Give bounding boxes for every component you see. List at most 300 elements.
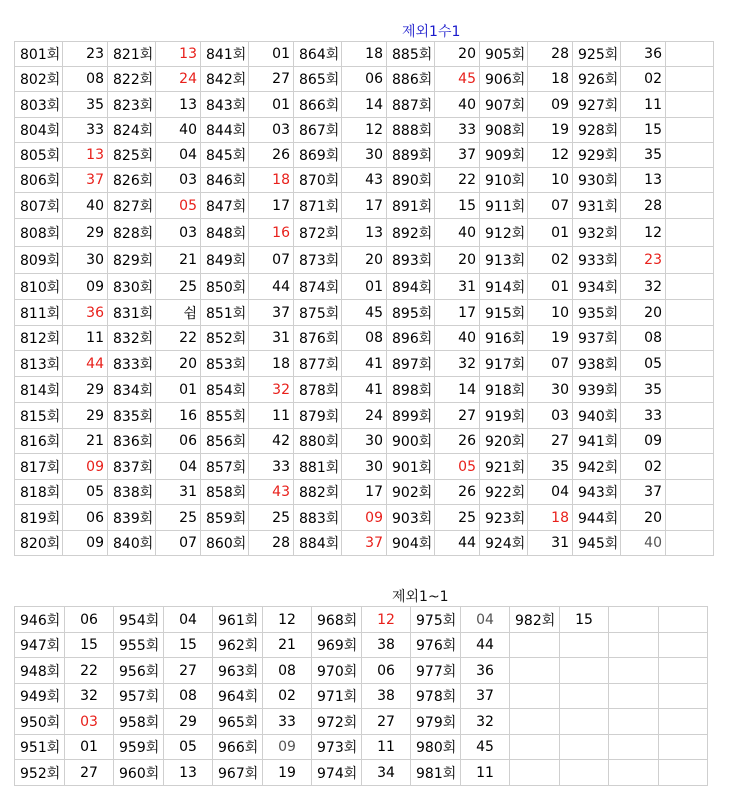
draw-number-cell: 915회 <box>480 300 528 326</box>
value-cell: 37 <box>435 143 480 168</box>
draw-number-cell: 957회 <box>114 684 164 709</box>
draw-number-cell: 854회 <box>201 377 249 403</box>
draw-number-cell: 956회 <box>114 658 164 684</box>
value-cell: 05 <box>156 193 201 219</box>
draw-number-cell: 872회 <box>294 219 342 247</box>
draw-number-cell: 920회 <box>480 429 528 454</box>
draw-number-cell: 827회 <box>108 193 156 219</box>
value-cell: 40 <box>621 531 666 556</box>
draw-number-cell: 899회 <box>387 403 435 429</box>
value-cell: 06 <box>362 658 411 684</box>
empty-cell <box>609 633 659 658</box>
value-cell: 15 <box>621 118 666 143</box>
draw-number-cell: 897회 <box>387 351 435 377</box>
value-cell: 25 <box>156 274 201 300</box>
value-cell: 37 <box>63 168 108 193</box>
draw-number-cell <box>510 684 560 709</box>
value-cell: 25 <box>249 505 294 531</box>
value-cell: 33 <box>63 118 108 143</box>
draw-number-cell: 909회 <box>480 143 528 168</box>
draw-number-cell: 892회 <box>387 219 435 247</box>
draw-number-cell: 815회 <box>15 403 63 429</box>
draw-number-cell: 856회 <box>201 429 249 454</box>
table-row <box>15 684 708 709</box>
value-cell: 02 <box>263 684 312 709</box>
value-cell: 02 <box>621 67 666 92</box>
value-cell: 07 <box>528 351 573 377</box>
draw-number-cell: 934회 <box>573 274 621 300</box>
draw-number-cell: 946회 <box>15 607 65 633</box>
empty-cell <box>666 403 714 429</box>
table-row <box>15 326 714 351</box>
value-cell: 44 <box>249 274 294 300</box>
draw-number-cell: 891회 <box>387 193 435 219</box>
value-cell: 01 <box>156 377 201 403</box>
empty-cell <box>659 607 708 633</box>
value-cell: 10 <box>528 168 573 193</box>
empty-cell <box>666 247 714 274</box>
value-cell: 23 <box>63 42 108 67</box>
value-cell: 05 <box>164 735 213 760</box>
value-cell: 01 <box>65 735 114 760</box>
draw-number-cell: 883회 <box>294 505 342 531</box>
value-cell: 09 <box>528 92 573 118</box>
value-cell: 09 <box>63 531 108 556</box>
value-cell: 03 <box>156 168 201 193</box>
draw-number-cell: 808회 <box>15 219 63 247</box>
value-cell: 26 <box>435 480 480 505</box>
draw-number-cell: 927회 <box>573 92 621 118</box>
value-cell: 11 <box>249 403 294 429</box>
value-cell <box>560 735 609 760</box>
draw-number-cell: 939회 <box>573 377 621 403</box>
draw-number-cell: 886회 <box>387 67 435 92</box>
draw-number-cell: 805회 <box>15 143 63 168</box>
draw-number-cell: 843회 <box>201 92 249 118</box>
value-cell: 29 <box>63 219 108 247</box>
value-cell: 19 <box>528 326 573 351</box>
value-cell: 12 <box>528 143 573 168</box>
draw-number-cell: 975회 <box>411 607 461 633</box>
table2-title: 제외1~1 <box>392 589 449 605</box>
draw-number-cell <box>510 709 560 735</box>
empty-cell <box>666 42 714 67</box>
draw-number-cell: 966회 <box>213 735 263 760</box>
value-cell: 29 <box>164 709 213 735</box>
draw-number-cell: 817회 <box>15 454 63 480</box>
empty-cell <box>666 377 714 403</box>
value-cell: 13 <box>342 219 387 247</box>
value-cell: 14 <box>342 92 387 118</box>
draw-number-cell: 942회 <box>573 454 621 480</box>
value-cell: 20 <box>435 247 480 274</box>
value-cell: 36 <box>461 658 510 684</box>
draw-number-cell: 880회 <box>294 429 342 454</box>
value-cell: 03 <box>65 709 114 735</box>
draw-number-cell: 974회 <box>312 760 362 786</box>
draw-number-cell: 842회 <box>201 67 249 92</box>
draw-number-cell: 802회 <box>15 67 63 92</box>
value-cell: 16 <box>156 403 201 429</box>
empty-cell <box>609 684 659 709</box>
draw-number-cell: 822회 <box>108 67 156 92</box>
draw-number-cell: 882회 <box>294 480 342 505</box>
draw-number-cell: 804회 <box>15 118 63 143</box>
value-cell: 05 <box>63 480 108 505</box>
value-cell: 19 <box>528 118 573 143</box>
table-row <box>15 735 708 760</box>
value-cell: 13 <box>164 760 213 786</box>
draw-number-cell: 913회 <box>480 247 528 274</box>
value-cell: 08 <box>342 326 387 351</box>
table-row <box>15 274 714 300</box>
value-cell: 11 <box>621 92 666 118</box>
draw-number-cell: 947회 <box>15 633 65 658</box>
draw-number-cell: 918회 <box>480 377 528 403</box>
value-cell: 44 <box>63 351 108 377</box>
draw-number-cell: 962회 <box>213 633 263 658</box>
draw-number-cell: 905회 <box>480 42 528 67</box>
value-cell: 31 <box>435 274 480 300</box>
value-cell: 27 <box>164 658 213 684</box>
value-cell: 17 <box>342 480 387 505</box>
draw-number-cell: 904회 <box>387 531 435 556</box>
draw-number-cell: 829회 <box>108 247 156 274</box>
value-cell: 01 <box>528 274 573 300</box>
value-cell: 29 <box>63 377 108 403</box>
draw-number-cell: 924회 <box>480 531 528 556</box>
value-cell: 34 <box>362 760 411 786</box>
empty-cell <box>666 480 714 505</box>
value-cell: 26 <box>249 143 294 168</box>
draw-number-cell: 834회 <box>108 377 156 403</box>
value-cell: 44 <box>461 633 510 658</box>
draw-number-cell: 929회 <box>573 143 621 168</box>
value-cell: 41 <box>342 377 387 403</box>
value-cell: 20 <box>435 42 480 67</box>
empty-cell <box>666 67 714 92</box>
draw-number-cell: 978회 <box>411 684 461 709</box>
value-cell: 12 <box>362 607 411 633</box>
value-cell: 13 <box>156 42 201 67</box>
value-cell: 17 <box>342 193 387 219</box>
empty-cell <box>666 429 714 454</box>
value-cell: 03 <box>156 219 201 247</box>
draw-number-cell <box>510 760 560 786</box>
value-cell: 04 <box>156 143 201 168</box>
value-cell: 28 <box>249 531 294 556</box>
value-cell: 43 <box>249 480 294 505</box>
draw-number-cell: 820회 <box>15 531 63 556</box>
value-cell: 35 <box>528 454 573 480</box>
draw-number-cell: 908회 <box>480 118 528 143</box>
empty-cell <box>666 92 714 118</box>
value-cell: 08 <box>63 67 108 92</box>
value-cell: 36 <box>621 42 666 67</box>
draw-number-cell: 950회 <box>15 709 65 735</box>
draw-number-cell: 968회 <box>312 607 362 633</box>
value-cell: 13 <box>621 168 666 193</box>
draw-number-cell: 964회 <box>213 684 263 709</box>
draw-number-cell: 917회 <box>480 351 528 377</box>
value-cell: 22 <box>435 168 480 193</box>
value-cell: 20 <box>342 247 387 274</box>
draw-number-cell: 981회 <box>411 760 461 786</box>
empty-cell <box>659 633 708 658</box>
draw-number-cell: 945회 <box>573 531 621 556</box>
draw-number-cell: 849회 <box>201 247 249 274</box>
draw-number-cell: 970회 <box>312 658 362 684</box>
table-row <box>15 143 714 168</box>
value-cell: 30 <box>528 377 573 403</box>
draw-number-cell: 852회 <box>201 326 249 351</box>
draw-number-cell: 857회 <box>201 454 249 480</box>
draw-number-cell: 851회 <box>201 300 249 326</box>
value-cell: 15 <box>435 193 480 219</box>
draw-number-cell: 959회 <box>114 735 164 760</box>
draw-number-cell: 881회 <box>294 454 342 480</box>
draw-number-cell: 955회 <box>114 633 164 658</box>
draw-number-cell: 864회 <box>294 42 342 67</box>
draw-number-cell: 928회 <box>573 118 621 143</box>
draw-number-cell: 893회 <box>387 247 435 274</box>
value-cell: 32 <box>65 684 114 709</box>
value-cell <box>560 760 609 786</box>
value-cell: 09 <box>342 505 387 531</box>
table-row <box>15 454 714 480</box>
empty-cell <box>666 505 714 531</box>
value-cell: 32 <box>621 274 666 300</box>
table-row <box>15 67 714 92</box>
value-cell: 08 <box>164 684 213 709</box>
draw-number-cell: 907회 <box>480 92 528 118</box>
draw-number-cell: 812회 <box>15 326 63 351</box>
draw-number-cell: 923회 <box>480 505 528 531</box>
empty-cell <box>659 658 708 684</box>
value-cell: 45 <box>435 67 480 92</box>
draw-results-table-2 <box>14 606 708 786</box>
draw-number-cell: 835회 <box>108 403 156 429</box>
value-cell: 06 <box>342 67 387 92</box>
value-cell: 33 <box>249 454 294 480</box>
value-cell: 01 <box>342 274 387 300</box>
draw-number-cell: 887회 <box>387 92 435 118</box>
value-cell: 01 <box>528 219 573 247</box>
value-cell: 24 <box>156 67 201 92</box>
table-row <box>15 709 708 735</box>
draw-number-cell: 895회 <box>387 300 435 326</box>
value-cell: 09 <box>621 429 666 454</box>
draw-number-cell: 969회 <box>312 633 362 658</box>
value-cell: 04 <box>164 607 213 633</box>
table-row <box>15 633 708 658</box>
draw-number-cell: 944회 <box>573 505 621 531</box>
value-cell: 29 <box>63 403 108 429</box>
draw-number-cell: 876회 <box>294 326 342 351</box>
value-cell: 40 <box>156 118 201 143</box>
draw-number-cell: 948회 <box>15 658 65 684</box>
draw-number-cell: 841회 <box>201 42 249 67</box>
value-cell: 20 <box>621 300 666 326</box>
value-cell: 24 <box>342 403 387 429</box>
draw-number-cell: 916회 <box>480 326 528 351</box>
value-cell: 02 <box>528 247 573 274</box>
draw-number-cell: 932회 <box>573 219 621 247</box>
value-cell: 10 <box>528 300 573 326</box>
value-cell: 30 <box>342 429 387 454</box>
value-cell: 13 <box>156 92 201 118</box>
value-cell: 09 <box>263 735 312 760</box>
draw-number-cell: 914회 <box>480 274 528 300</box>
draw-number-cell: 870회 <box>294 168 342 193</box>
draw-number-cell: 910회 <box>480 168 528 193</box>
draw-number-cell: 806회 <box>15 168 63 193</box>
value-cell: 37 <box>342 531 387 556</box>
value-cell: 37 <box>461 684 510 709</box>
value-cell: 35 <box>63 92 108 118</box>
empty-cell <box>659 760 708 786</box>
value-cell: 31 <box>249 326 294 351</box>
value-cell: 20 <box>156 351 201 377</box>
value-cell: 36 <box>63 300 108 326</box>
value-cell: 쉼 <box>156 300 201 326</box>
empty-cell <box>666 274 714 300</box>
empty-cell <box>659 735 708 760</box>
empty-cell <box>659 684 708 709</box>
value-cell: 25 <box>435 505 480 531</box>
table-row <box>15 658 708 684</box>
draw-number-cell: 813회 <box>15 351 63 377</box>
draw-number-cell: 965회 <box>213 709 263 735</box>
value-cell: 21 <box>156 247 201 274</box>
value-cell: 08 <box>621 326 666 351</box>
value-cell: 31 <box>528 531 573 556</box>
draw-number-cell: 967회 <box>213 760 263 786</box>
value-cell: 40 <box>435 92 480 118</box>
value-cell: 45 <box>342 300 387 326</box>
table-row <box>15 193 714 219</box>
value-cell: 07 <box>528 193 573 219</box>
value-cell: 20 <box>621 505 666 531</box>
value-cell: 43 <box>342 168 387 193</box>
draw-number-cell: 847회 <box>201 193 249 219</box>
value-cell: 15 <box>65 633 114 658</box>
value-cell: 18 <box>528 505 573 531</box>
draw-number-cell <box>510 633 560 658</box>
value-cell: 26 <box>435 429 480 454</box>
value-cell: 06 <box>156 429 201 454</box>
draw-number-cell: 941회 <box>573 429 621 454</box>
draw-number-cell: 925회 <box>573 42 621 67</box>
draw-number-cell: 949회 <box>15 684 65 709</box>
draw-number-cell: 971회 <box>312 684 362 709</box>
draw-number-cell: 888회 <box>387 118 435 143</box>
value-cell: 18 <box>342 42 387 67</box>
draw-number-cell: 937회 <box>573 326 621 351</box>
draw-number-cell: 976회 <box>411 633 461 658</box>
value-cell: 40 <box>435 326 480 351</box>
draw-number-cell: 901회 <box>387 454 435 480</box>
value-cell: 15 <box>164 633 213 658</box>
value-cell: 09 <box>63 274 108 300</box>
value-cell: 09 <box>63 454 108 480</box>
table-row <box>15 505 714 531</box>
draw-number-cell: 831회 <box>108 300 156 326</box>
draw-number-cell: 885회 <box>387 42 435 67</box>
draw-number-cell: 896회 <box>387 326 435 351</box>
value-cell: 14 <box>435 377 480 403</box>
empty-cell <box>609 760 659 786</box>
draw-number-cell: 824회 <box>108 118 156 143</box>
value-cell: 11 <box>63 326 108 351</box>
draw-number-cell: 846회 <box>201 168 249 193</box>
empty-cell <box>666 531 714 556</box>
value-cell: 37 <box>249 300 294 326</box>
table-row <box>15 531 714 556</box>
empty-cell <box>666 219 714 247</box>
draw-number-cell: 811회 <box>15 300 63 326</box>
draw-number-cell: 900회 <box>387 429 435 454</box>
draw-number-cell: 873회 <box>294 247 342 274</box>
draw-number-cell: 952회 <box>15 760 65 786</box>
table-row <box>15 300 714 326</box>
draw-number-cell: 801회 <box>15 42 63 67</box>
draw-number-cell: 906회 <box>480 67 528 92</box>
draw-number-cell: 894회 <box>387 274 435 300</box>
draw-number-cell: 919회 <box>480 403 528 429</box>
value-cell: 17 <box>249 193 294 219</box>
draw-number-cell <box>510 735 560 760</box>
draw-number-cell: 973회 <box>312 735 362 760</box>
value-cell: 27 <box>528 429 573 454</box>
table-row <box>15 118 714 143</box>
table-row <box>15 607 708 633</box>
table-row <box>15 760 708 786</box>
draw-number-cell: 979회 <box>411 709 461 735</box>
draw-number-cell: 821회 <box>108 42 156 67</box>
value-cell: 22 <box>156 326 201 351</box>
empty-cell <box>666 300 714 326</box>
value-cell <box>560 684 609 709</box>
draw-number-cell: 977회 <box>411 658 461 684</box>
draw-number-cell: 871회 <box>294 193 342 219</box>
empty-cell <box>666 168 714 193</box>
draw-number-cell: 980회 <box>411 735 461 760</box>
draw-number-cell: 826회 <box>108 168 156 193</box>
table-row <box>15 351 714 377</box>
value-cell: 32 <box>461 709 510 735</box>
draw-number-cell: 837회 <box>108 454 156 480</box>
table-row <box>15 168 714 193</box>
value-cell: 40 <box>435 219 480 247</box>
draw-number-cell: 855회 <box>201 403 249 429</box>
value-cell: 42 <box>249 429 294 454</box>
table-row <box>15 219 714 247</box>
draw-number-cell: 819회 <box>15 505 63 531</box>
empty-cell <box>666 143 714 168</box>
value-cell: 19 <box>263 760 312 786</box>
value-cell: 30 <box>342 143 387 168</box>
value-cell: 40 <box>63 193 108 219</box>
draw-number-cell: 930회 <box>573 168 621 193</box>
value-cell: 16 <box>249 219 294 247</box>
draw-number-cell: 878회 <box>294 377 342 403</box>
draw-number-cell: 866회 <box>294 92 342 118</box>
value-cell: 04 <box>528 480 573 505</box>
value-cell: 12 <box>263 607 312 633</box>
table-row <box>15 377 714 403</box>
value-cell: 11 <box>461 760 510 786</box>
